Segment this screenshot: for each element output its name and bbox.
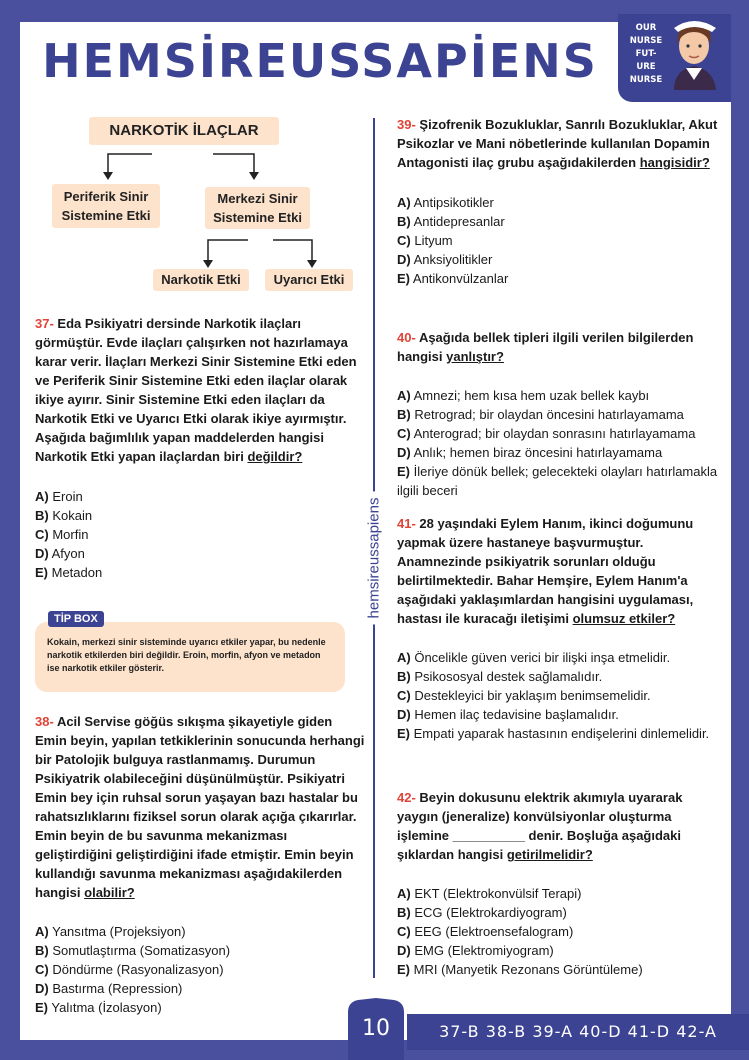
option[interactable]: E) Antikonvülzanlar (397, 271, 509, 286)
question-body: Aşağıda bellek tipleri ilgili verilen bilgilerden hangisi (397, 330, 694, 364)
option[interactable]: D) EMG (Elektromiyogram) (397, 943, 554, 958)
question-emphasis: getirilmelidir? (506, 847, 593, 862)
option-list (35, 487, 365, 582)
question-text (35, 314, 365, 466)
option[interactable]: E) Empati yaparak hastasının endişelerini dinlemelidir. (397, 726, 710, 741)
option[interactable]: B) Somutlaştırma (Somatizasyon) (35, 943, 231, 958)
option[interactable]: B) Psikososyal destek sağlamalıdır. (397, 669, 603, 684)
question-number: 38- (35, 714, 54, 729)
question-40 (397, 328, 722, 500)
option[interactable]: E) İleriye dönük bellek; gelecekteki olayları hatırlamakla ilgili beceri (397, 464, 718, 498)
option[interactable]: C) EEG (Elektroensefalogram) (397, 924, 574, 939)
option-list (397, 648, 722, 743)
site-title: HEMSİREUSSAPİENS (42, 34, 598, 88)
question-number: 40- (397, 330, 416, 345)
option[interactable]: A) Amnezi; hem kısa hem uzak bellek kaybı (397, 388, 650, 403)
question-emphasis: hangisidir? (639, 155, 710, 170)
option[interactable]: A) Yansıtma (Projeksiyon) (35, 924, 186, 939)
option-list (397, 386, 722, 500)
option[interactable]: C) Anterograd; bir olaydan sonrasını hatırlayamama (397, 426, 696, 441)
option[interactable]: C) Lityum (397, 233, 453, 248)
option[interactable]: A) Eroin (35, 489, 83, 504)
question-body: Şizofrenik Bozukluklar, Sanrılı Bozukluklar, Akut Psikozlar ve Mani nöbetlerinde kullanılan Dopamin Antagonisti ilaç grubu aşağıdakilerden (397, 117, 718, 170)
question-body: Acil Servise göğüs sıkışma şikayetiyle giden Emin beyin, yapılan tetkiklerinin sonucunda herhangi bir Patolojik bulguya rastlanmamış. Durumun Psikiyatrik olabileceğini düşünülmüştür. Psikiyatri Emin bey için ruhsal sorun yaşayan bazı hastalar bu rahatsızlıklarını fiziksel sorun olarak açığa çıkarırlar. Emin beyin de bu savunma mekanizması geliştirdiğini geliştirdiğini ifade etmiştir. Emin beyin kullandığı savunma mekanizması aşağıdakilerden hangisi (35, 714, 365, 900)
option[interactable]: D) Hemen ilaç tedavisine başlamalıdır. (397, 707, 619, 722)
badge-line: URE (636, 62, 656, 72)
option[interactable]: E) Yalıtma (İzolasyon) (35, 1000, 162, 1015)
option[interactable]: C) Destekleyici bir yaklaşım benimsemelidir. (397, 688, 651, 703)
answer-key: 37-B 38-B 39-A 40-D 41-D 42-A (407, 1014, 749, 1050)
diagram-narcotic: Narkotik Etki (153, 269, 249, 291)
option[interactable]: A) Antipsikotikler (397, 195, 494, 210)
option[interactable]: B) Antidepresanlar (397, 214, 505, 229)
option-list (35, 922, 365, 1017)
question-body: 28 yaşındaki Eylem Hanım, ikinci doğumunu yapmak üzere hastaneye başvurmuştur. Anamnezinde psikiyatrik sorunları olduğu belirtilmektedir. Bahar Hemşire, Eylem Hanım'a aşağıdaki yaklaşımlardan hangisini uygulaması, hastası ile kuracağı iletişimi (397, 516, 694, 626)
question-emphasis: olabilir? (84, 885, 135, 900)
question-text (397, 788, 722, 864)
option[interactable]: D) Afyon (35, 546, 85, 561)
question-text (397, 328, 722, 366)
option-list (397, 193, 722, 288)
question-emphasis: olumsuz etkiler? (572, 611, 676, 626)
question-body: Eda Psikiyatri dersinde Narkotik ilaçları görmüştür. Evde ilaçları çalışırken not hazırlamaya karar verir. İlaçları Merkezi Sinir Sistemine Etki eden ve Periferik Sinir Sistemine Etki eden ilaçlar olarak ikiye ayırır. Sinir Sistemine Etki eden ilaçları da Narkotik Etki ve Uyarıcı Etki olarak ikiye ayırmıştır. Aşağıda bağımlılık yapan maddelerden hangisi Narkotik Etki yapan ilaçlardan biri (35, 316, 357, 464)
vertical-brand-text: hemsireussapiens (366, 492, 383, 625)
tip-box: Kokain, merkezi sinir sisteminde uyarıcı etkiler yapar, bu nedenle narkotik etkilerden biri değildir. Eroin, morfin, afyon ve metadon ise narkotik etkiler gösterir. (35, 622, 345, 692)
diagram-central: Merkezi Sinir Sistemine Etki (205, 187, 310, 229)
question-emphasis: değildir? (247, 449, 303, 464)
question-37 (35, 314, 365, 582)
question-body: Beyin dokusunu elektrik akımıyla uyararak yaygın (jeneralize) konvülsiyonlar oluşturma işlemine __________ denir. Boşluğa aşağıdaki şıklardan hangisi (397, 790, 683, 862)
question-41 (397, 514, 722, 743)
option[interactable]: C) Morfin (35, 527, 89, 542)
badge-line: FUT- (635, 49, 657, 59)
question-text (397, 115, 722, 172)
option[interactable]: E) MRI (Manyetik Rezonans Görüntüleme) (397, 962, 643, 977)
diagram-peripheral: Periferik Sinir Sistemine Etki (52, 184, 160, 228)
option[interactable]: E) Metadon (35, 565, 103, 580)
option[interactable]: B) ECG (Elektrokardiyogram) (397, 905, 567, 920)
question-number: 41- (397, 516, 416, 531)
page-number: 10 (362, 1016, 390, 1041)
option[interactable]: B) Retrograd; bir olaydan öncesini hatırlayamama (397, 407, 684, 422)
option[interactable]: C) Döndürme (Rasyonalizasyon) (35, 962, 224, 977)
diagram-stimulant: Uyarıcı Etki (265, 269, 353, 291)
question-number: 39- (397, 117, 416, 132)
question-text (397, 514, 722, 628)
option[interactable]: D) Anlık; hemen biraz öncesini hatırlayamama (397, 445, 663, 460)
option[interactable]: A) EKT (Elektrokonvülsif Terapi) (397, 886, 582, 901)
option-list (397, 884, 722, 979)
question-39 (397, 115, 722, 288)
badge-line: NURSE (629, 36, 663, 46)
option[interactable]: D) Bastırma (Repression) (35, 981, 183, 996)
badge-line: NURSE (629, 75, 663, 85)
question-42 (397, 788, 722, 979)
diagram-title: NARKOTİK İLAÇLAR (89, 117, 279, 145)
question-number: 37- (35, 316, 54, 331)
badge-line: OUR (635, 23, 657, 33)
option[interactable]: A) Öncelikle güven verici bir ilişki inşa etmelidir. (397, 650, 671, 665)
question-38 (35, 712, 365, 1017)
option[interactable]: D) Anksiyolitikler (397, 252, 493, 267)
question-number: 42- (397, 790, 416, 805)
question-emphasis: yanlıştır? (446, 349, 504, 364)
question-text (35, 712, 365, 902)
tip-box-label: TİP BOX (48, 611, 104, 627)
option[interactable]: B) Kokain (35, 508, 93, 523)
